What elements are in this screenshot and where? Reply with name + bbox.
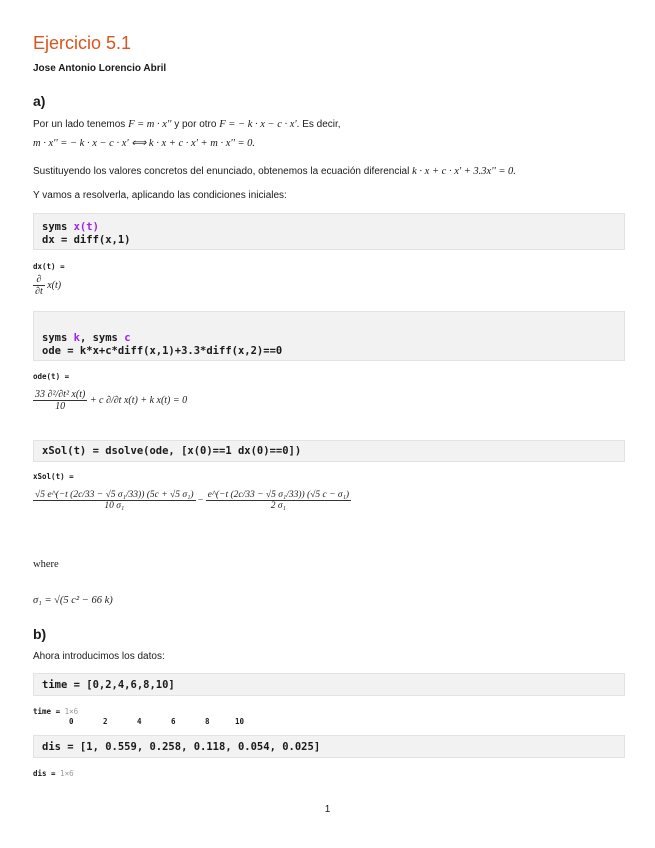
code1-line1: syms x(t): [42, 221, 99, 233]
output-xsol-math: $\frac{\text{√5 e\textasciicircum{}(−t (2c/33 − √5 σ₁/33)) (5c + √5 σ₁)}}{\text{10 σ₁}}$ − $\frac{\text{e\textasciicircum{}(−t (2c/33 − √5 σ₁/33)) (√5 c − σ₁)}}{\text{2 σ₁}}$: [35, 490, 350, 511]
code5-line1: dis = [1, 0.559, 0.258, 0.118, 0.054, 0.025]: [42, 741, 321, 753]
author-name: Jose Antonio Lorencio Abril: [33, 63, 167, 74]
where-label: where: [33, 559, 59, 570]
code2-line2: ode = k*x+c*diff(x,1)+3.3*diff(x,2)==0: [42, 345, 283, 357]
code-cell-5[interactable]: [33, 735, 625, 758]
time-value: 10: [235, 717, 245, 726]
code-cell-4[interactable]: [33, 673, 625, 696]
para1-text3: . Es decir,: [296, 119, 341, 130]
page-number: 1: [324, 804, 331, 815]
time-value: 8: [205, 717, 210, 726]
paragraph-substitution: [33, 166, 516, 177]
differential-equation: k · x + c · x' + 3.3x'' = 0.: [412, 166, 516, 177]
document-title: Ejercicio 5.1: [33, 33, 132, 53]
para1-text2: y por otro: [171, 119, 220, 130]
force-formula-2: F = − k · x − c · x': [219, 119, 297, 130]
force-formula-1: F = m · x'': [128, 119, 172, 130]
code3-line1: xSol(t) = dsolve(ode, [x(0)==1 dx(0)==0]): [42, 445, 302, 457]
output-label-xsol: xSol(t) =: [33, 472, 74, 481]
sigma-definition: σ₁ = √(5 c² − 66 k): [33, 595, 113, 606]
output-label-dis: dis = 1×6: [33, 769, 74, 778]
para3-text: Sustituyendo los valores concretos del enunciado, obtenemos la ecuación diferencial: [33, 166, 413, 177]
output-label-ode: ode(t) =: [33, 372, 70, 381]
output-label-time: time = 1×6: [33, 707, 79, 716]
code-cell-1[interactable]: [33, 213, 625, 250]
paragraph-forces: [33, 119, 341, 130]
section-b-heading: b): [33, 626, 47, 642]
time-value: 2: [103, 717, 108, 726]
code2-line1: syms k, syms c: [42, 332, 131, 344]
time-value: 4: [137, 717, 142, 726]
section-a-heading: a): [33, 93, 46, 109]
para1-text1: Por un lado tenemos: [33, 119, 129, 130]
output-ode-math: $\frac{\text{33 ∂²/∂t² x(t)}}{10}$ + c ∂/∂t x(t) + k x(t) = 0: [35, 389, 188, 412]
output-label-dx: dx(t) =: [33, 262, 65, 271]
code4-line1: time = [0,2,4,6,8,10]: [42, 679, 175, 691]
time-value: 6: [171, 717, 176, 726]
code-cell-2[interactable]: [33, 311, 625, 361]
time-value: 0: [69, 717, 74, 726]
code1-line2: dx = diff(x,1): [42, 234, 131, 246]
code-cell-3[interactable]: [33, 440, 625, 462]
output-dx-math: $\frac{\partial}{\partial t}$ x(t): [35, 274, 62, 297]
equation-equivalence: m · x'' = − k · x − c · x' ⟺ k · x + c · x' + m · x'' = 0.: [33, 138, 256, 149]
paragraph-data: Ahora introducimos los datos:: [33, 651, 165, 662]
paragraph-initial-conditions: Y vamos a resolverla, aplicando las condiciones iniciales:: [33, 190, 287, 201]
